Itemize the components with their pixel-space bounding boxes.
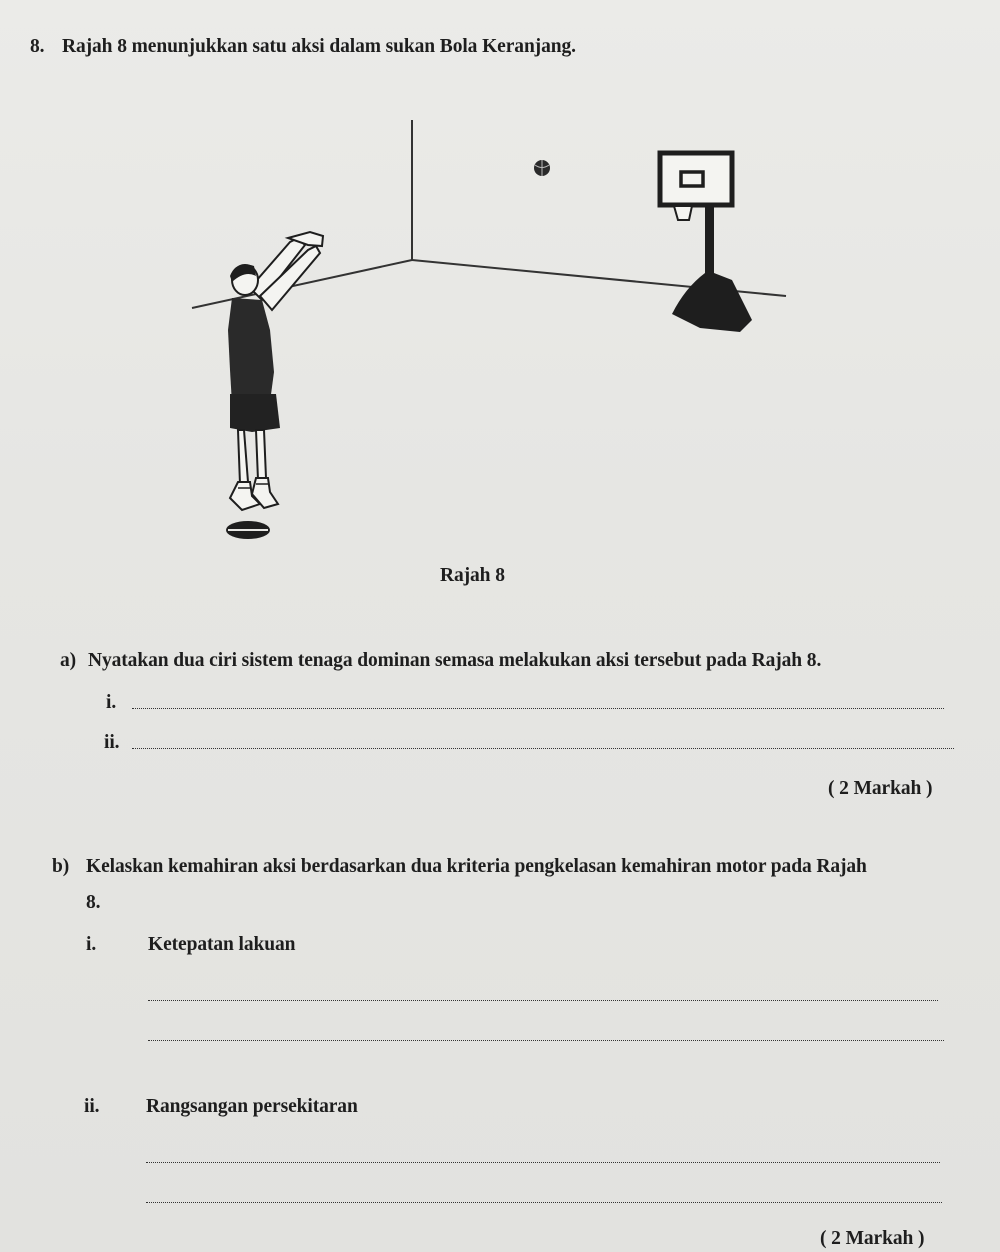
figure-caption: Rajah 8 xyxy=(440,565,505,586)
part-b-label: b) xyxy=(52,856,70,877)
part-a-item-label: ii. xyxy=(104,732,120,753)
part-b-criterion-1: Ketepatan lakuan xyxy=(148,934,296,955)
basketball-jump-shot-illustration xyxy=(180,110,800,550)
answer-line-b-2b[interactable] xyxy=(146,1202,942,1203)
part-b-prompt-line-2: 8. xyxy=(86,892,101,913)
question-intro: Rajah 8 menunjukkan satu aksi dalam sukan Bola Keranjang. xyxy=(62,36,576,57)
part-a-prompt: Nyatakan dua ciri sistem tenaga dominan semasa melakukan aksi tersebut pada Rajah 8. xyxy=(88,650,822,671)
basketball-icon xyxy=(534,160,550,176)
part-a-item-label: i. xyxy=(106,692,117,713)
answer-line-a-1[interactable] xyxy=(132,708,944,709)
part-a-label: a) xyxy=(60,650,77,671)
basketball-hoop-icon xyxy=(660,153,752,332)
answer-line-b-2a[interactable] xyxy=(146,1162,940,1163)
part-b-item-label: ii. xyxy=(84,1096,100,1117)
part-b-criterion-2: Rangsangan persekitaran xyxy=(146,1096,358,1117)
answer-line-b-1a[interactable] xyxy=(148,1000,938,1001)
answer-line-b-1b[interactable] xyxy=(148,1040,944,1041)
part-b-marks: ( 2 Markah ) xyxy=(820,1228,925,1249)
part-a-marks: ( 2 Markah ) xyxy=(828,778,933,799)
basketball-player-icon xyxy=(228,232,323,510)
part-b-item-label: i. xyxy=(86,934,97,955)
question-number: 8. xyxy=(30,36,45,57)
part-b-prompt-line-1: Kelaskan kemahiran aksi berdasarkan dua kriteria pengkelasan kemahiran motor pada Rajah xyxy=(86,856,867,877)
answer-line-a-2[interactable] xyxy=(132,748,954,749)
